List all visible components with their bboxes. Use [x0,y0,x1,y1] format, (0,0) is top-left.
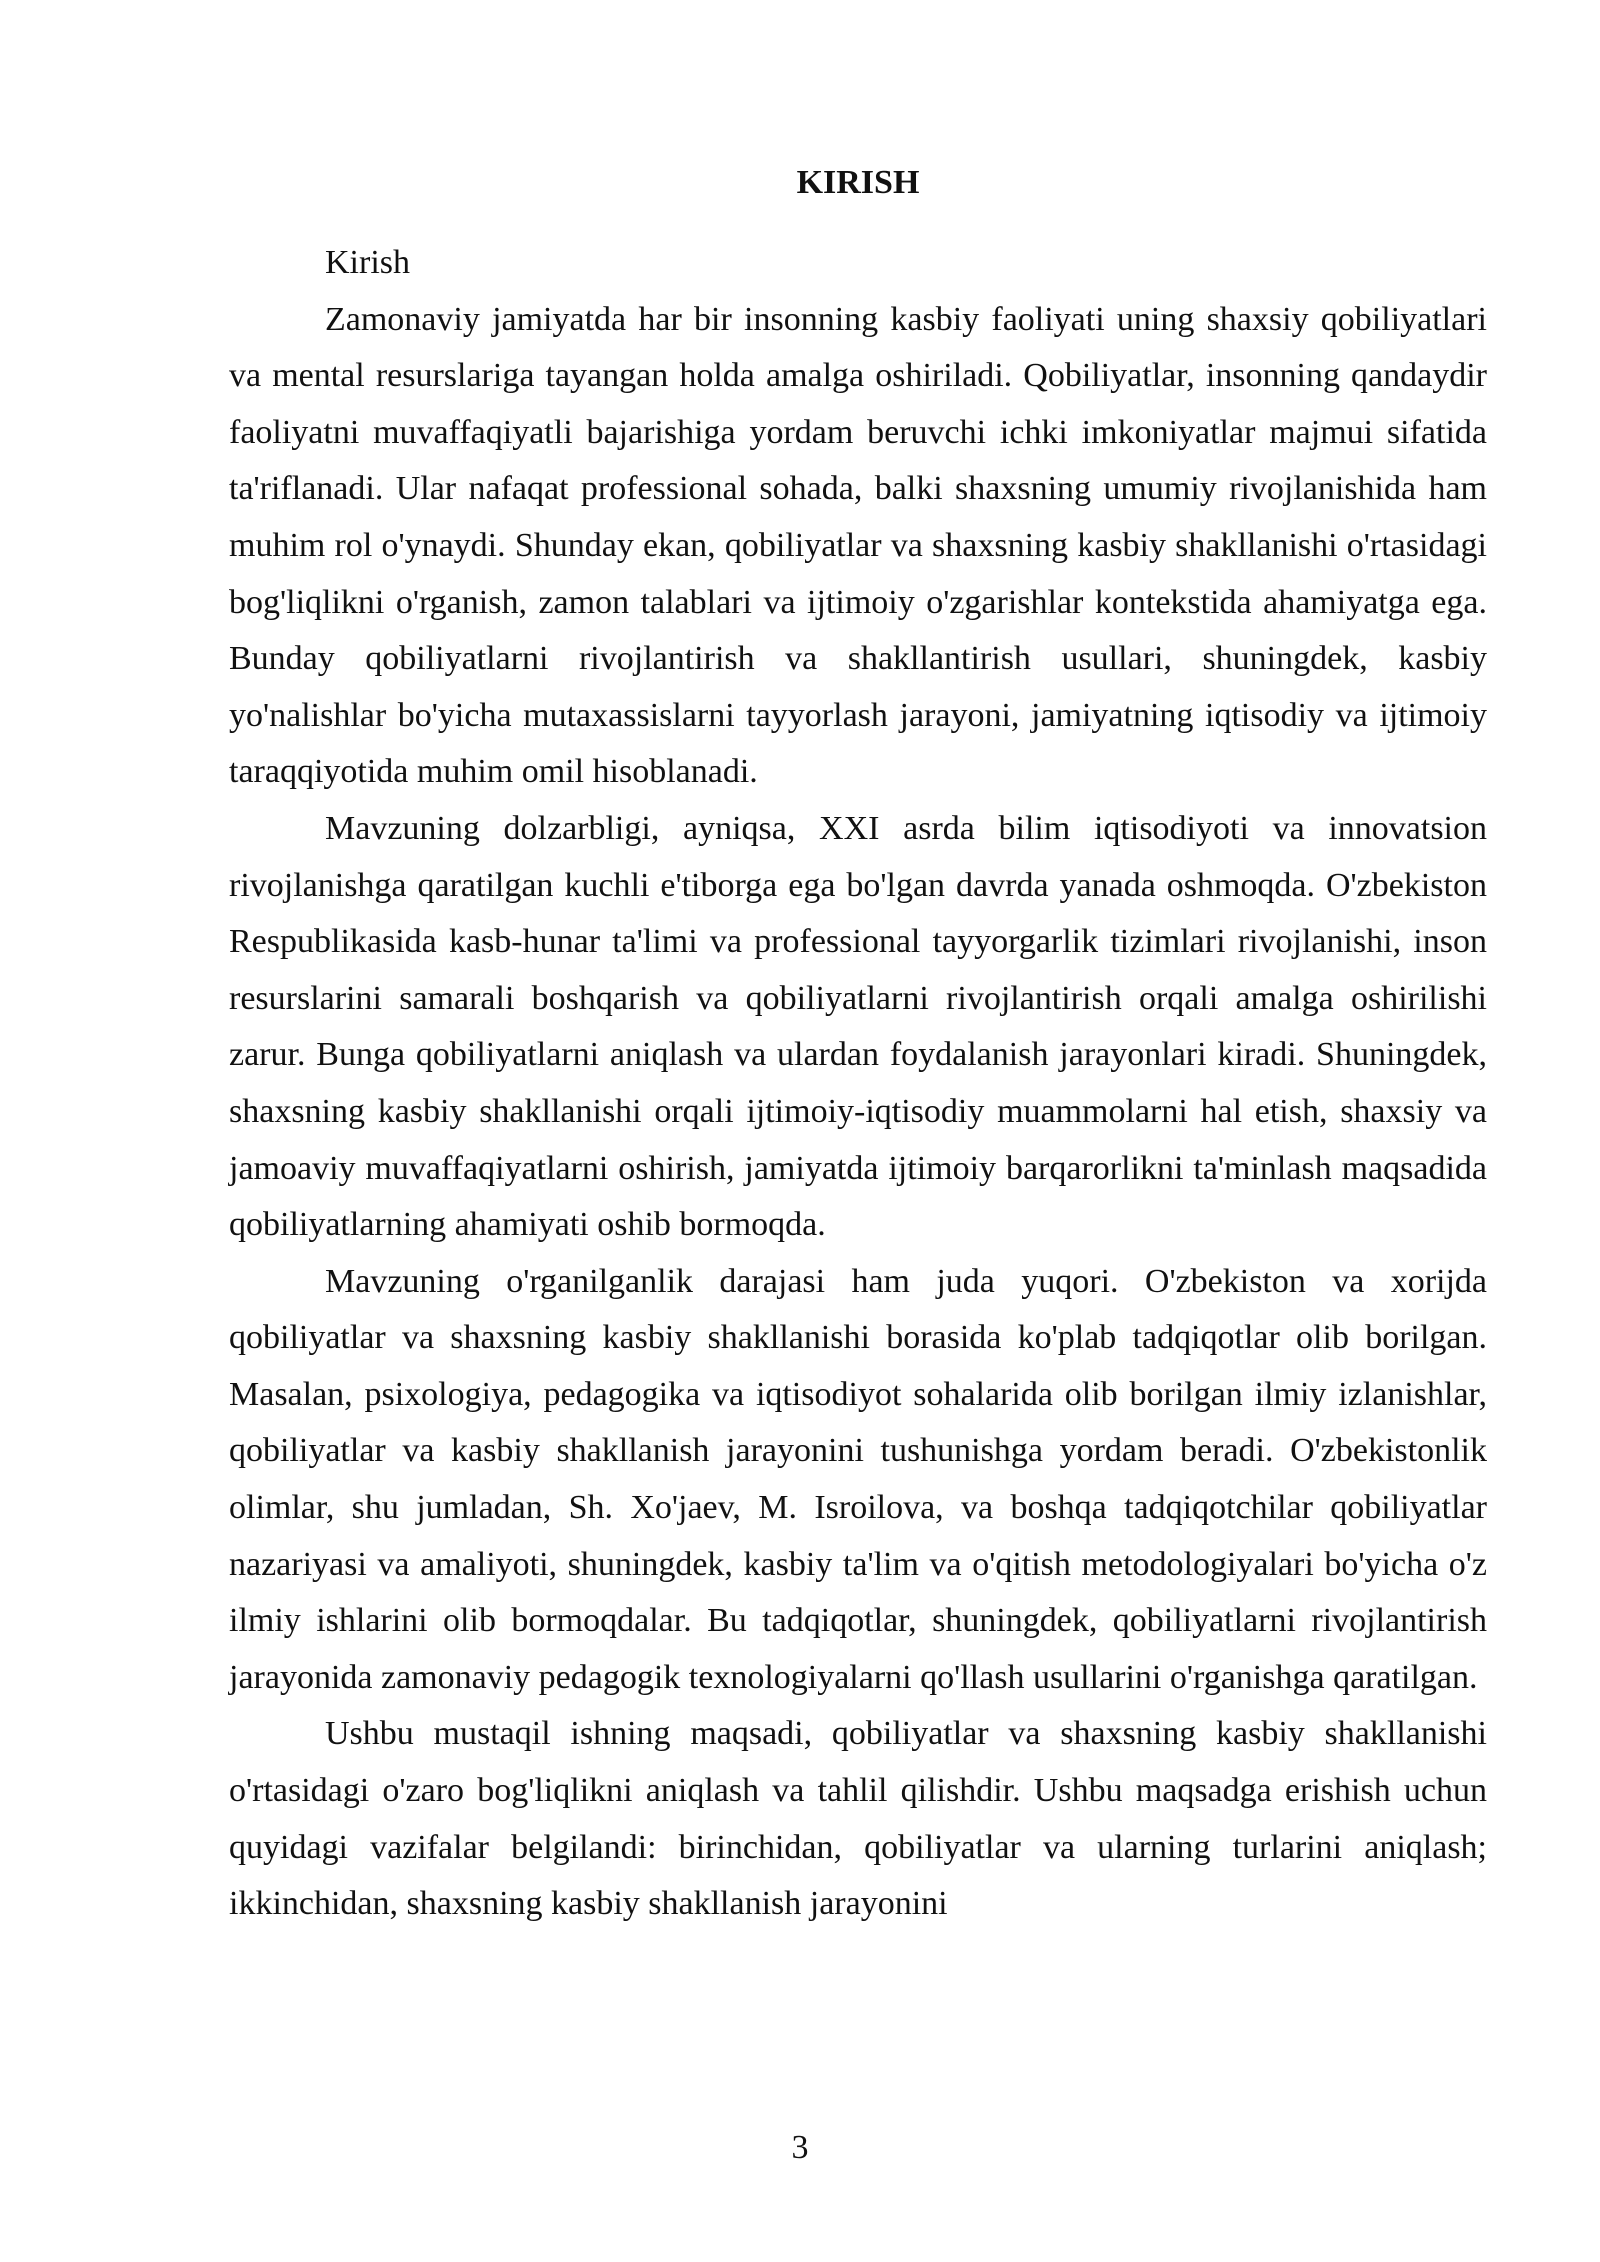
paragraph-1: Zamonaviy jamiyatda har bir insonning kasbiy faoliyati uning shaxsiy qobiliyatlari va mental resurslariga tayangan holda amalga oshiriladi. Qobiliyatlar, insonning qandaydir faoliyatni muvaffaqiyatli bajarishiga yordam beruvchi ichki imkoniyatlar majmui sifatida ta'riflanadi. Ular nafaqat professional sohada, balki shaxsning umumiy rivojlanishida ham muhim rol o'ynaydi. Shunday ekan, qobiliyatlar va shaxsning kasbiy shakllanishi o'rtasidagi bog'liqlikni o'rganish, zamon talablari va ijtimoiy o'zgarishlar kontekstida ahamiyatga ega. Bunday qobiliyatlarni rivojlantirish va shakllantirish usullari, shuningdek, kasbiy yo'nalishlar bo'yicha mutaxassislarni tayyorlash jarayoni, jamiyatning iqtisodiy va ijtimoiy taraqqiyotida muhim omil hisoblanadi. [229,300,1487,791]
page-title: KIRISH [796,164,920,201]
paragraph-4: Ushbu mustaqil ishning maqsadi, qobiliyatlar va shaxsning kasbiy shakllanishi o'rtasidagi o'zaro bog'liqlikni aniqlash va tahlil qilishdir. Ushbu maqsadga erishish uchun quyidagi vazifalar belgilandi: birinchidan, qobiliyatlar va ularning turlarini aniqlash; ikkinchidan, shaxsning kasbiy shakllanish jarayonini [229,1715,1487,1923]
paragraph-subheading: Kirish [325,244,410,281]
paragraph-2: Mavzuning dolzarbligi, ayniqsa, XXI asrda bilim iqtisodiyoti va innovatsion rivojlanishga qaratilgan kuchli e'tiborga ega bo'lgan davrda yanada oshmoqda. O'zbekiston Respublikasida kasb-hunar ta'limi va professional tayyorgarlik tizimlari rivojlanishi, inson resurslarini samarali boshqarish va qobiliyatlarni rivojlantirish orqali amalga oshirilishi zarur. Bunga qobiliyatlarni aniqlash va ulardan foydalanish jarayonlari kiradi. Shuningdek, shaxsning kasbiy shakllanishi orqali ijtimoiy-iqtisodiy muammolarni hal etish, shaxsiy va jamoaviy muvaffaqiyatlarni oshirish, jamiyatda ijtimoiy barqarorlikni ta'minlash maqsadida qobiliyatlarning ahamiyati oshib bormoqda. [229,809,1487,1244]
paragraph-3: Mavzuning o'rganilganlik darajasi ham juda yuqori. O'zbekiston va xorijda qobiliyatlar va shaxsning kasbiy shakllanishi borasida ko'plab tadqiqotlar olib borilgan. Masalan, psixologiya, pedagogika va iqtisodiyot sohalarida olib borilgan ilmiy izlanishlar, qobiliyatlar va kasbiy shakllanish jarayonini tushunishga yordam beradi. O'zbekistonlik olimlar, shu jumladan, Sh. Xo'jaev, M. Isroilova, va boshqa tadqiqotchilar qobiliyatlar nazariyasi va amaliyoti, shuningdek, kasbiy ta'lim va o'qitish metodologiyalari bo'yicha o'z ilmiy ishlarini olib bormoqdalar. Bu tadqiqotlar, shuningdek, qobiliyatlarni rivojlantirish jarayonida zamonaviy pedagogik texnologiyalarni qo'llash usullarini o'rganishga qaratilgan. [229,1262,1487,1696]
document-body [229,155,1487,1933]
page-number: 3 [791,2129,809,2166]
